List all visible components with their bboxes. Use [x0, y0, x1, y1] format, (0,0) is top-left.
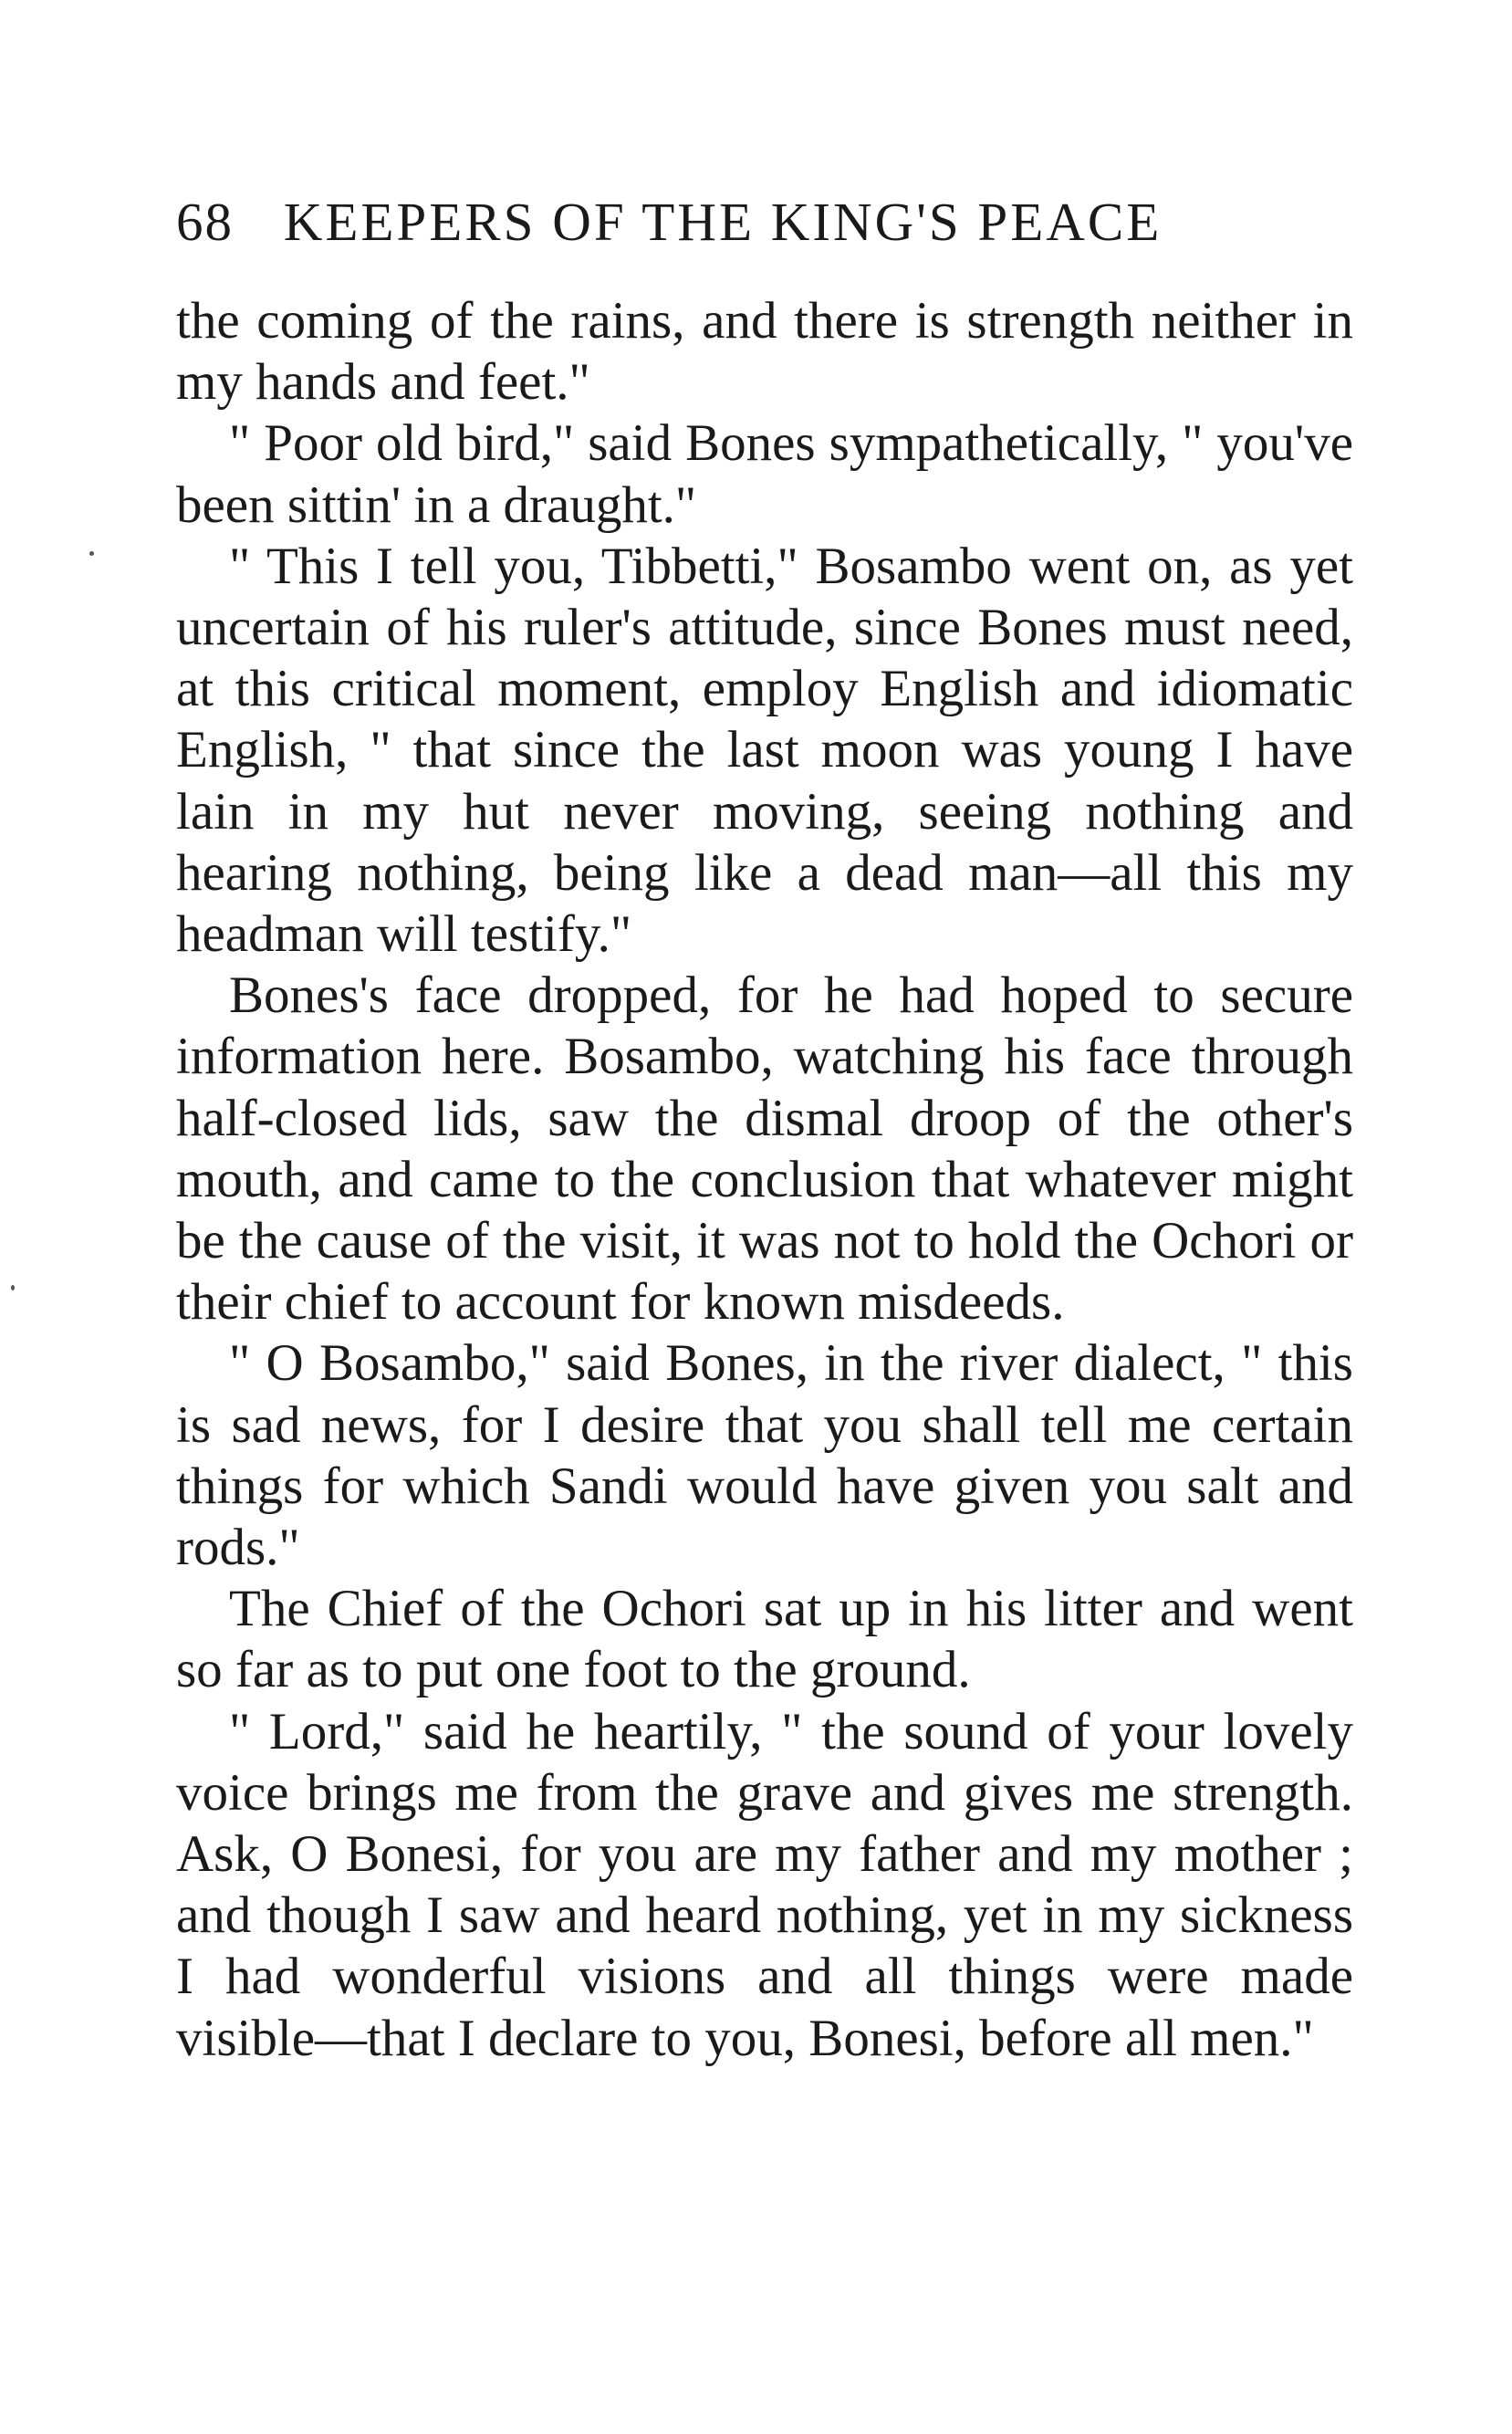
- paragraph: " Poor old bird," said Bones sympathetically, " you've been sittin' in a draught.": [176, 414, 1353, 534]
- paragraph: The Chief of the Ochori sat up in his litter and went so far as to put one foot to the ground.: [176, 1580, 1353, 1699]
- book-title: KEEPERS OF THE KING'S PEACE: [283, 192, 1163, 252]
- paragraph: Bones's face dropped, for he had hoped to secure information here. Bosambo, watching his face through half-closed lids, saw the dismal droop of the other's mouth, and came to the conclusion that whatever might be the cause of the visit, it was not to hold the Ochori or their chief to account for known misdeeds.: [176, 966, 1353, 1332]
- scan-speck: [11, 1285, 15, 1290]
- running-head: [176, 185, 1353, 258]
- paragraph: " Lord," said he heartily, " the sound of your lovely voice brings me from the grave and gives me strength. Ask, O Bonesi, for you are my father and my mother ; and though I saw and heard nothing, yet in my sickness I had wonderful visions and all things were made visible—that I declare to you, Bonesi, before all men.": [176, 1702, 1353, 2067]
- paragraph: " O Bosambo," said Bones, in the river dialect, " this is sad news, for I desire that you shall tell me certain things for which Sandi would have given you salt and rods.": [176, 1334, 1353, 1577]
- scan-speck: [89, 551, 94, 556]
- paragraph: " This I tell you, Tibbetti," Bosambo went on, as yet uncertain of his ruler's attitude, since Bones must need, at this critical moment, employ English and idiomatic English, " that since the last moon was young I have lain in my hut never moving, seeing nothing and hearing nothing, being like a dead man—all this my headman will testify.": [176, 537, 1353, 964]
- page-number: 68: [176, 192, 234, 252]
- paragraph-continued: the coming of the rains, and there is strength neither in my hands and feet.": [176, 292, 1353, 412]
- body-text: [176, 290, 1353, 2069]
